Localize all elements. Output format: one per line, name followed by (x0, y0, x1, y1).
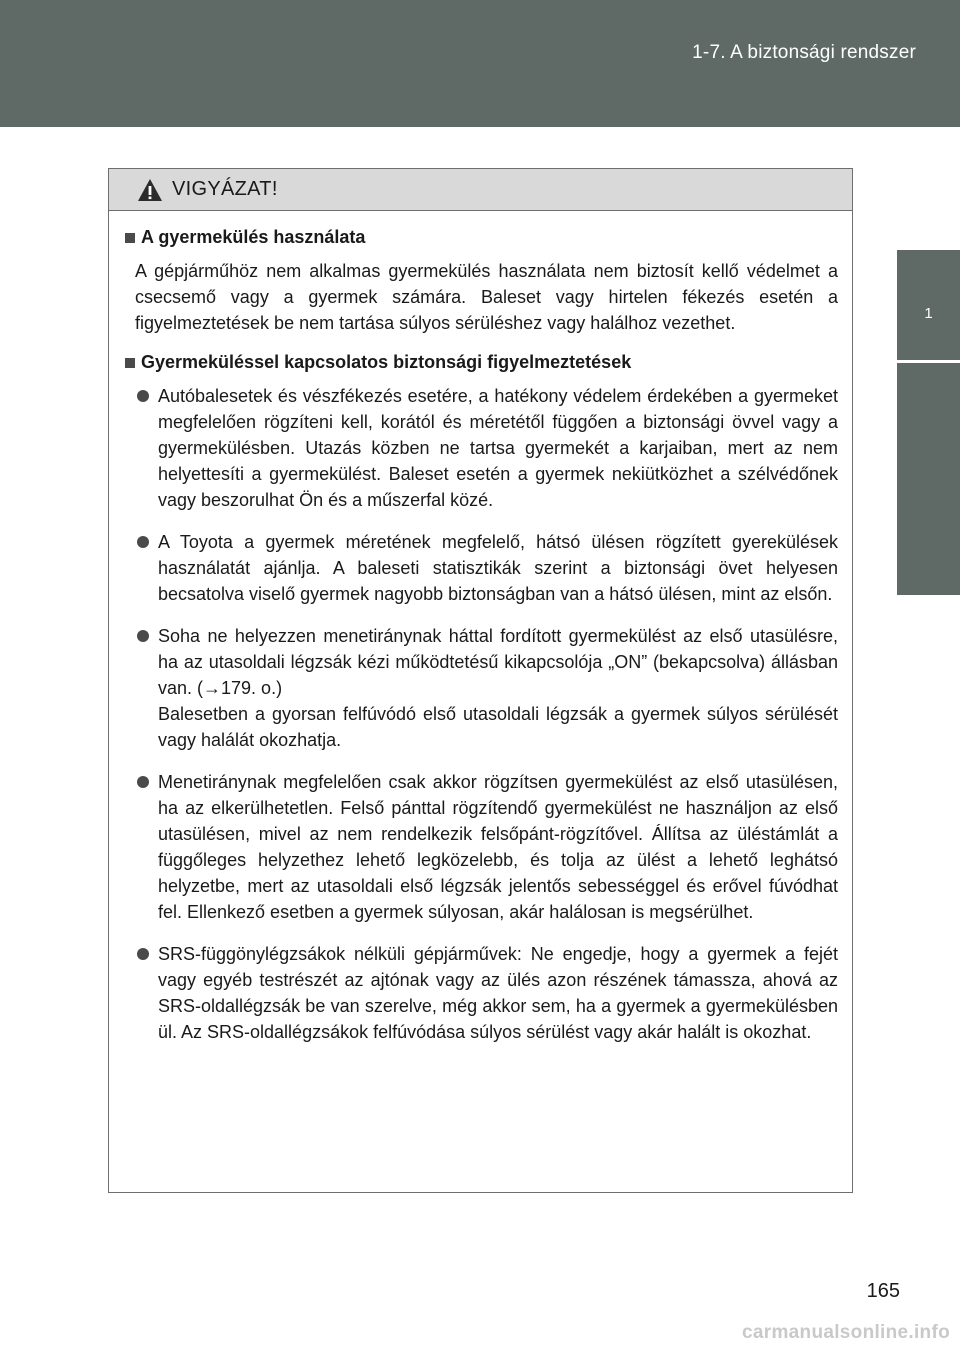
bullet-dot-icon (137, 536, 149, 548)
section-heading-text: A gyermekülés használata (141, 227, 366, 247)
bullet-dot-icon (137, 948, 149, 960)
list-item-text: Autóbalesetek és vészfékezés esetére, a hatékony védelem érdekében a gyermeket megfelelően rögzíteni kell, korától és méretétől függően a biztonsági övvel vagy a gyermekülésben. Utazás közben ne tartsa gyermekét a karjaiban, mert az nem helyettesíti a gyermekülést. Baleset esetén a gyermek nekiütközhet a szélvédőnek vagy beszorulhat Ön és a műszerfal közé. (158, 386, 838, 510)
chapter-label: Mielőtt elindul (872, 433, 889, 525)
list-item (125, 383, 840, 513)
section-heading-text: Gyermeküléssel kapcsolatos biztonsági figyelmeztetések (141, 352, 632, 372)
bullet-dot-icon (137, 776, 149, 788)
warning-title: VIGYÁZAT! (172, 178, 278, 200)
page-number: 165 (866, 1280, 900, 1302)
chapter-label-tab (872, 363, 960, 595)
section-heading (125, 227, 840, 248)
list-item-text: SRS-függönylégzsákok nélküli gépjárművek: Ne engedje, hogy a gyermek a fejét vagy egyéb testrészét az ajtónak vagy az ülés azon részének támassza, ahová az SRS-oldallégzsák be van szerelve, még akkor sem, ha a gyermek a gyermekülésben ül. Az SRS-oldallégzsákok felfúvódása súlyos sérülést vagy akár halált is okozhat. (158, 944, 838, 1042)
warning-header (109, 169, 852, 211)
warning-box (108, 168, 853, 1193)
section-heading (125, 352, 840, 373)
list-item-text-line: Balesetben a gyorsan felfúvódó első utasoldali légzsák a gyermek súlyos sérülését vagy halálát okozhatja. (158, 704, 838, 750)
watermark: carmanualsonline.info (742, 1322, 950, 1343)
section-paragraph: A gépjárműhöz nem alkalmas gyermekülés használata nem biztosít kellő védelmet a csecsemő vagy a gyermek számára. Baleset vagy hirtelen fékezés esetén a figyelmeztetések be nem tartása súlyos sérüléshez vagy halálhoz vezethet. (135, 261, 838, 333)
list-item (125, 941, 840, 1045)
warning-triangle-icon (137, 178, 163, 202)
list-item-text (158, 623, 838, 753)
list-item-text: Menetiránynak megfelelően csak akkor rögzítsen gyermekülést az első utasülésen, ha az elkerülhetetlen. Felső pánttal rögzítendő gyermekülést ne használjon az első utasülésen, mivel az nem rendelkezik felsőpánt-rögzítővel. Állítsa az üléstámlát a függőleges helyzethez lehető legközelebb, és tolja az ülést a lehető leghátsó helyzetbe, mert az utasoldali első légzsák jelentős sebességgel és erővel fúvódhat fel. Ellenkező esetben a gyermek súlyosan, akár halálosan is megsérülhet. (158, 772, 838, 922)
bullet-dot-icon (137, 630, 149, 642)
list-item (125, 529, 840, 607)
list-item (125, 769, 840, 925)
bullet-dot-icon (137, 390, 149, 402)
list-item (125, 623, 840, 753)
square-bullet-icon (125, 233, 135, 243)
square-bullet-icon (125, 358, 135, 368)
header-bar (0, 0, 960, 127)
chapter-number-tab: 1 (897, 250, 960, 360)
section-title: 1-7. A biztonsági rendszer (692, 42, 916, 63)
warning-body (109, 211, 852, 1045)
list-item-text: A Toyota a gyermek méretének megfelelő, hátsó ülésen rögzített gyerekülések használatát ajánlja. A baleseti statisztikák szerint a biztonsági övet helyesen becsatolva viselő gyermek nagyobb biztonságban van a hátsó ülésen, mint az elsőn. (158, 532, 838, 604)
list-item-text-line: Soha ne helyezzen menetiránynak háttal fordított gyermekülést az első utasülésre, ha az utasoldali légzsák kézi működtetésű kikapcsolója „ON” (bekapcsolva) állásban van. (→179. o.) (158, 626, 838, 698)
